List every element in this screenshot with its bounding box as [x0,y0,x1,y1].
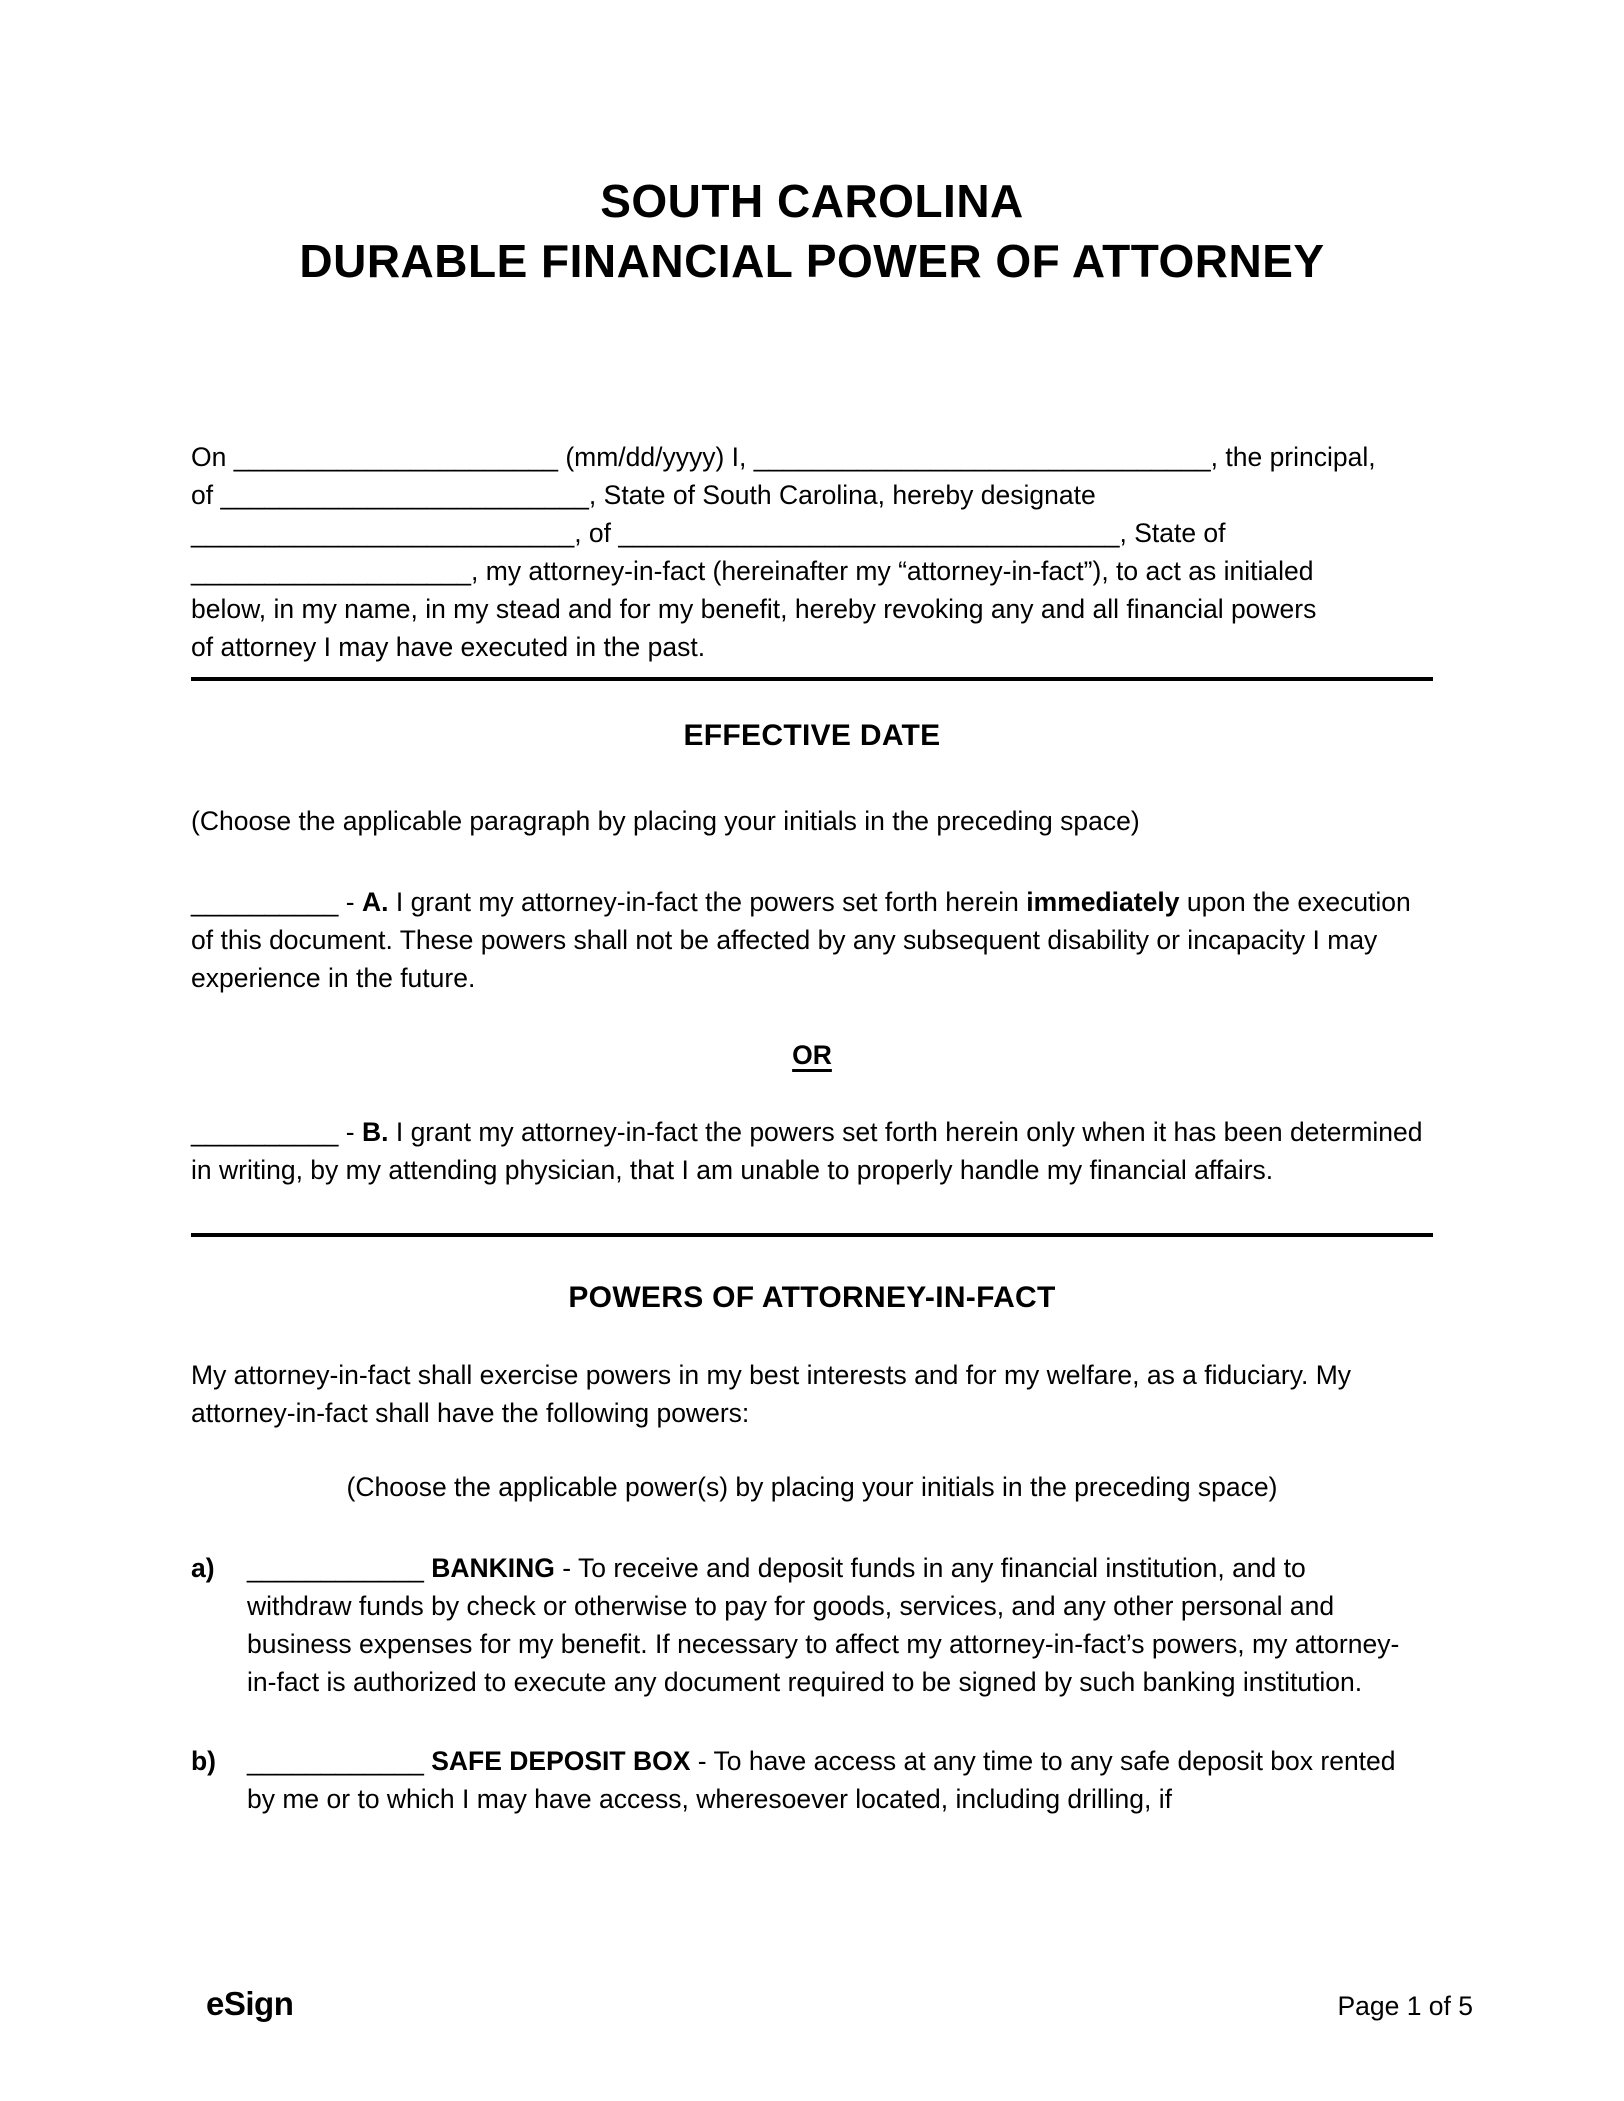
intro-line: __________________________, of __________________________________, State of [191,518,1226,548]
intro-line: On ______________________ (mm/dd/yyyy) I, _______________________________, the principal, [191,442,1376,472]
initials-blank: ____________ [247,1746,424,1776]
power-separator: - [697,1746,707,1776]
or-separator-row [191,1036,1433,1074]
option-a-paragraph [191,883,1433,997]
power-item-safe-deposit-box [191,1742,1433,1818]
intro-line: below, in my name, in my stead and for my benefit, hereby revoking any and all financial powers [191,594,1317,624]
option-a-text-continued: upon the execution of this document. These powers shall not be affected by any subsequent disability or incapacity I may experience in the future. [191,887,1411,993]
option-a-text: I grant my attorney-in-fact the powers set forth herein [395,887,1019,917]
effective-date-heading: EFFECTIVE DATE [683,719,941,752]
page-number: Page 1 of 5 [1337,1991,1473,2021]
section-divider [191,677,1433,681]
intro-paragraph [191,438,1433,666]
powers-instruction: (Choose the applicable power(s) by placing your initials in the preceding space) [346,1472,1278,1502]
option-dash: - [345,1117,355,1147]
option-b-text: I grant my attorney-in-fact the powers set forth herein only when it has been determined in writing, by my attending physician, that I am unable to properly handle my financial affairs. [191,1117,1423,1185]
initials-blank: __________ [191,887,339,917]
title-line-1: SOUTH CAROLINA [600,175,1024,227]
document-title [191,171,1433,291]
esign-logo: eSign [206,1985,294,2022]
title-line-2: DURABLE FINANCIAL POWER OF ATTORNEY [299,235,1325,287]
power-name: SAFE DEPOSIT BOX [431,1746,691,1776]
power-item-label: a) [191,1553,215,1583]
page-footer [206,1985,1473,2023]
option-b-paragraph [191,1113,1433,1189]
or-separator: OR [792,1040,832,1070]
option-a-label: A. [361,887,389,917]
intro-line: of attorney I may have executed in the past. [191,632,706,662]
intro-line: ___________________, my attorney-in-fact (hereinafter my “attorney-in-fact”), to act as initialed [191,556,1314,586]
powers-intro-paragraph: My attorney-in-fact shall exercise powers in my best interests and for my welfare, as a fiduciary. My attorney-in-fact shall have the following powers: [191,1360,1352,1428]
effective-date-instruction: (Choose the applicable paragraph by placing your initials in the preceding space) [191,806,1140,836]
option-a-bold-word: immediately [1026,887,1180,917]
initials-blank: ____________ [247,1553,424,1583]
power-description: To receive and deposit funds in any financial institution, and to withdraw funds by check or otherwise to pay for goods, services, and any other personal and business expenses for my benefit. If necessary to affect my attorney-in-fact’s powers, my attorney-in-fact is authorized to execute any document required to be signed by such banking institution. [247,1553,1400,1697]
power-name: BANKING [431,1553,555,1583]
intro-line: of _________________________, State of South Carolina, hereby designate [191,480,1096,510]
power-item-body [247,1742,1407,1818]
power-separator: - [562,1553,572,1583]
power-item-banking [191,1549,1433,1701]
initials-blank: __________ [191,1117,339,1147]
power-item-body [247,1549,1407,1701]
powers-heading: POWERS OF ATTORNEY-IN-FACT [568,1281,1056,1314]
power-item-label: b) [191,1746,217,1776]
option-dash: - [345,887,355,917]
section-divider [191,1233,1433,1237]
option-b-label: B. [361,1117,389,1147]
power-description: To have access at any time to any safe deposit box rented by me or to which I may have access, wheresoever located, including drilling, if [247,1746,1396,1814]
